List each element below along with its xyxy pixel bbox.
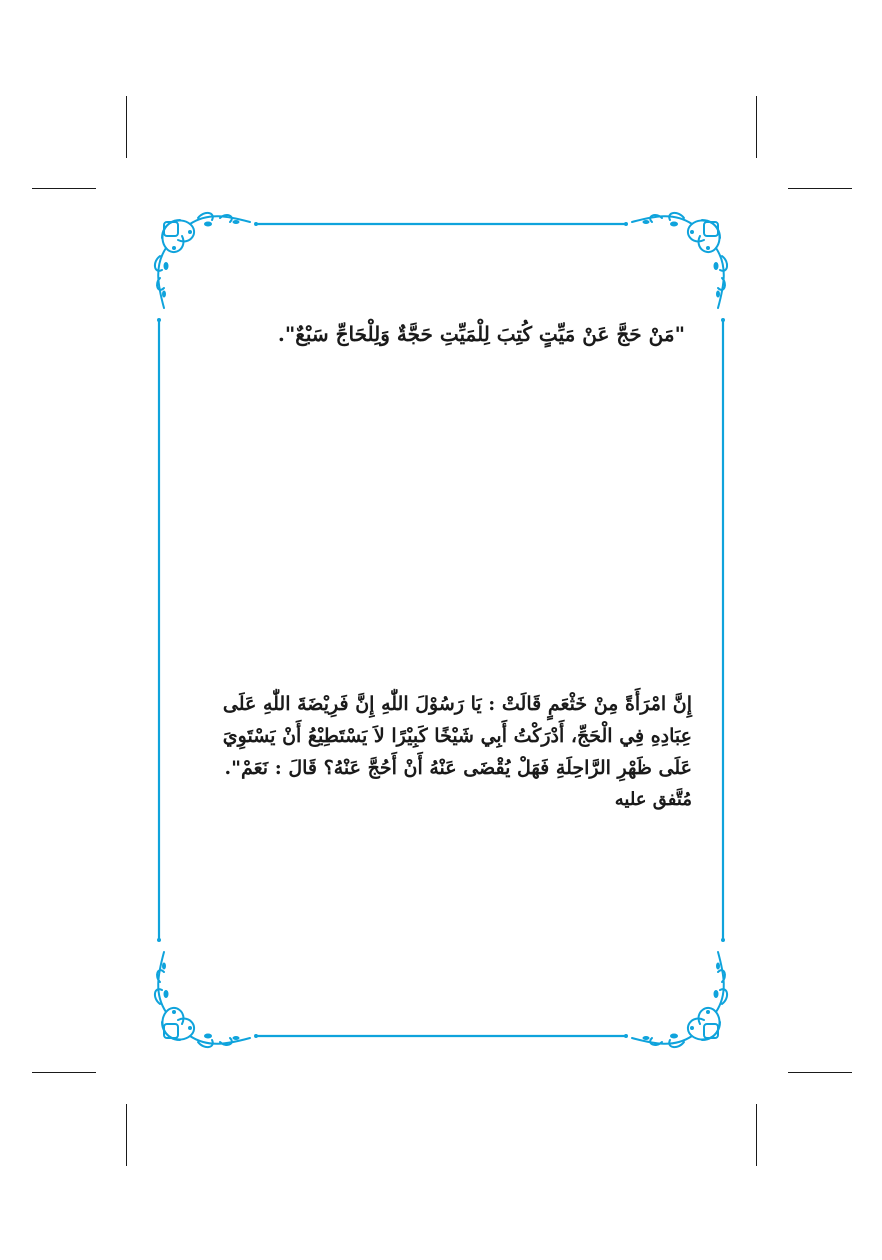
crop-mark-left-upper [32, 188, 96, 189]
crop-mark-right-upper [788, 188, 852, 189]
crop-mark-right-lower [788, 1072, 852, 1073]
hadith-2-line: عَلَى ظَهْرِ الرَّاحِلَةِ فَهَلْ يُقْضَى عَنْهُ أَنْ أَحُجَّ عَنْهُ؟ قَالَ : نَعَمْ". [224, 757, 692, 779]
hadith-2-line: إِنَّ امْرَأَةً مِنْ خَثْعَمٍ قَالَتْ : يَا رَسُوْلَ اللّٰهِ إِنَّ فَرِيْضَةَ اللّٰهِ عَلَى [222, 693, 692, 715]
hadith-2-line: عِبَادِهِ فِي الْحَجِّ، أَدْرَكْتُ أَبِي شَيْخًا كَبِيْرًا لاَ يَسْتَطِيْعُ أَنْ يَسْتَوِيَ [222, 725, 692, 747]
crop-mark-bottom-left [126, 1104, 127, 1166]
hadith-source: مُتَّفق عليه [614, 789, 692, 810]
floral-scroll-corner-icon [150, 208, 260, 318]
floral-scroll-corner-icon [150, 942, 260, 1052]
crop-mark-top-left [126, 96, 127, 158]
crop-mark-bottom-right [756, 1104, 757, 1166]
crop-mark-left-lower [32, 1072, 96, 1073]
hadith-text-2 [222, 688, 692, 816]
floral-scroll-corner-icon [622, 942, 732, 1052]
hadith-text-1: "مَنْ حَجَّ عَنْ مَيِّتٍ كُتِبَ لِلْمَيِّتِ حَجَّةٌ وَلِلْحَاجِّ سَبْعٌ". [277, 322, 685, 346]
crop-mark-top-right [756, 96, 757, 158]
floral-scroll-corner-icon [622, 208, 732, 318]
